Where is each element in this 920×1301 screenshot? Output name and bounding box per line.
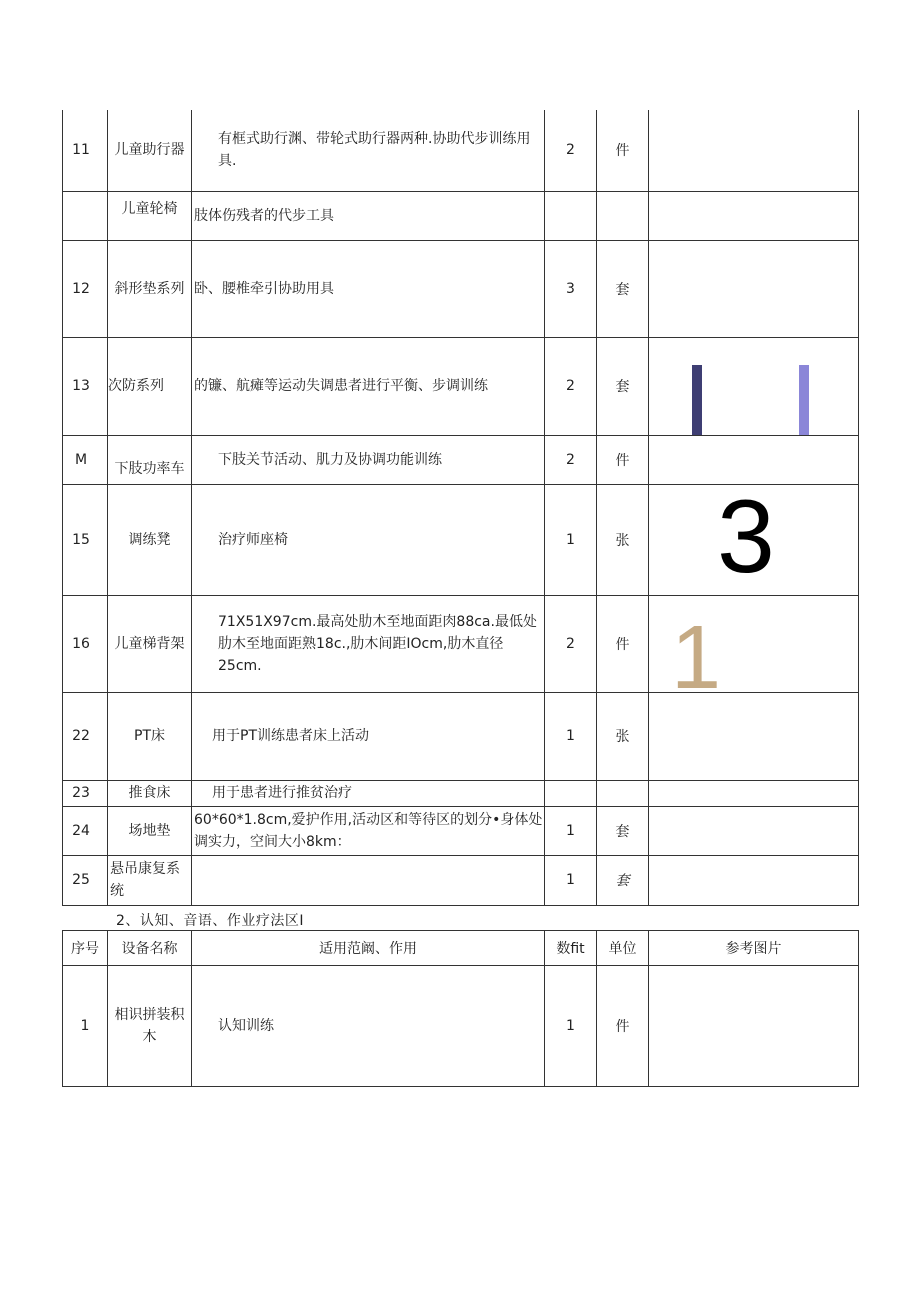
header-no: 序号 [63,931,108,966]
quantity: 2 [545,435,597,484]
equipment-description: 卧、腰椎牵引协助用具 [192,240,545,337]
quantity: 1 [545,692,597,780]
table-row [63,484,859,595]
equipment-description: 治疗师座椅 [192,484,545,595]
reference-image-cell [649,692,859,780]
reference-image-cell [649,855,859,905]
table-row [63,240,859,337]
header-name: 设备名称 [108,931,192,966]
row-number: 16 [63,595,108,692]
reference-image-cell [649,435,859,484]
equipment-name: 推食床 [108,780,192,806]
unit: 件 [597,435,649,484]
quantity: 1 [545,855,597,905]
row-number: 13 [63,337,108,435]
reference-image-digit: 3 [717,484,775,595]
quantity [545,191,597,240]
cognitive-equipment-table [62,930,859,1087]
equipment-description: 60*60*1.8cm,爱护作用,活动区和等待区的划分•身体处调实力，空间大小8km： [192,806,545,855]
equipment-name: 次防系列 [108,337,192,435]
header-description: 适用范阚、作用 [192,931,545,966]
equipment-name: 场地垫 [108,806,192,855]
row-number: 11 [63,110,108,191]
row-number: 15 [63,484,108,595]
table-row [63,966,859,1087]
unit: 件 [597,966,649,1087]
equipment-name: 下肢功率车 [108,435,192,484]
row-number: 12 [63,240,108,337]
equipment-name: 相识拼装积木 [108,966,192,1087]
quantity: 2 [545,595,597,692]
unit: 套 [597,806,649,855]
table-row [63,435,859,484]
quantity: 1 [545,806,597,855]
table-row [63,595,859,692]
unit: 套 [597,337,649,435]
quantity: 1 [545,484,597,595]
row-number: M [63,435,108,484]
equipment-table [62,110,859,906]
table-row [63,855,859,905]
equipment-description: 下肢关节活动、肌力及协调功能训练 [192,435,545,484]
reference-image-cell [649,337,859,435]
table-row [63,191,859,240]
equipment-description: 71X51X97cm.最高处肋木至地面距肉88ca.最低处肋木至地面距熟18c.,肋木间距IOcm,肋木直径25cm. [192,595,545,692]
unit: 张 [597,692,649,780]
equipment-description: 认知训练 [192,966,545,1087]
unit: 件 [597,595,649,692]
equipment-description: 肢体伤残者的代步工具 [192,191,545,240]
equipment-name: 调练凳 [108,484,192,595]
row-number: 22 [63,692,108,780]
equipment-name: 悬吊康复系统 [108,855,192,905]
equipment-name: 斜形垫系列 [108,240,192,337]
equipment-photo-fragment [692,365,702,435]
equipment-description: 的镰、航瘫等运动失调患者进行平衡、步调训练 [192,337,545,435]
equipment-description: 有框式助行渊、带轮式助行器两种.协助代步训练用具. [192,110,545,191]
unit [597,191,649,240]
equipment-photo-fragment [799,365,809,435]
header-image: 参考图片 [649,931,859,966]
equipment-name: PT床 [108,692,192,780]
reference-image-cell [649,780,859,806]
unit: 张 [597,484,649,595]
reference-image-cell [649,240,859,337]
equipment-name: 儿童轮椅 [108,191,192,240]
equipment-name: 儿童助行器 [108,110,192,191]
quantity: 2 [545,110,597,191]
section-title: 2、认知、音语、作业疗法区I [116,913,305,929]
table-row [63,110,859,191]
row-number [63,191,108,240]
quantity: 3 [545,240,597,337]
table-row [63,337,859,435]
row-number: 24 [63,806,108,855]
reference-image-cell [649,966,859,1087]
unit: 套 [597,855,649,905]
equipment-description: 用于PT训练患者床上活动 [192,692,545,780]
header-unit: 单位 [597,931,649,966]
table-row [63,780,859,806]
table-row [63,692,859,780]
reference-image-cell [649,806,859,855]
reference-image-cell [649,110,859,191]
quantity: 1 [545,966,597,1087]
reference-image-digit: 1 [671,607,722,692]
unit: 件 [597,110,649,191]
quantity: 2 [545,337,597,435]
quantity [545,780,597,806]
equipment-description [192,855,545,905]
row-number: 1 [63,966,108,1087]
reference-image-cell [649,191,859,240]
table-row [63,806,859,855]
row-number: 25 [63,855,108,905]
equipment-name: 儿童梯背架 [108,595,192,692]
reference-image-cell [649,484,859,595]
unit: 套 [597,240,649,337]
row-number: 23 [63,780,108,806]
header-quantity: 数fit [545,931,597,966]
unit [597,780,649,806]
table-header-row [63,931,859,966]
reference-image-cell [649,595,859,692]
equipment-description: 用于患者进行推贫治疗 [192,780,545,806]
